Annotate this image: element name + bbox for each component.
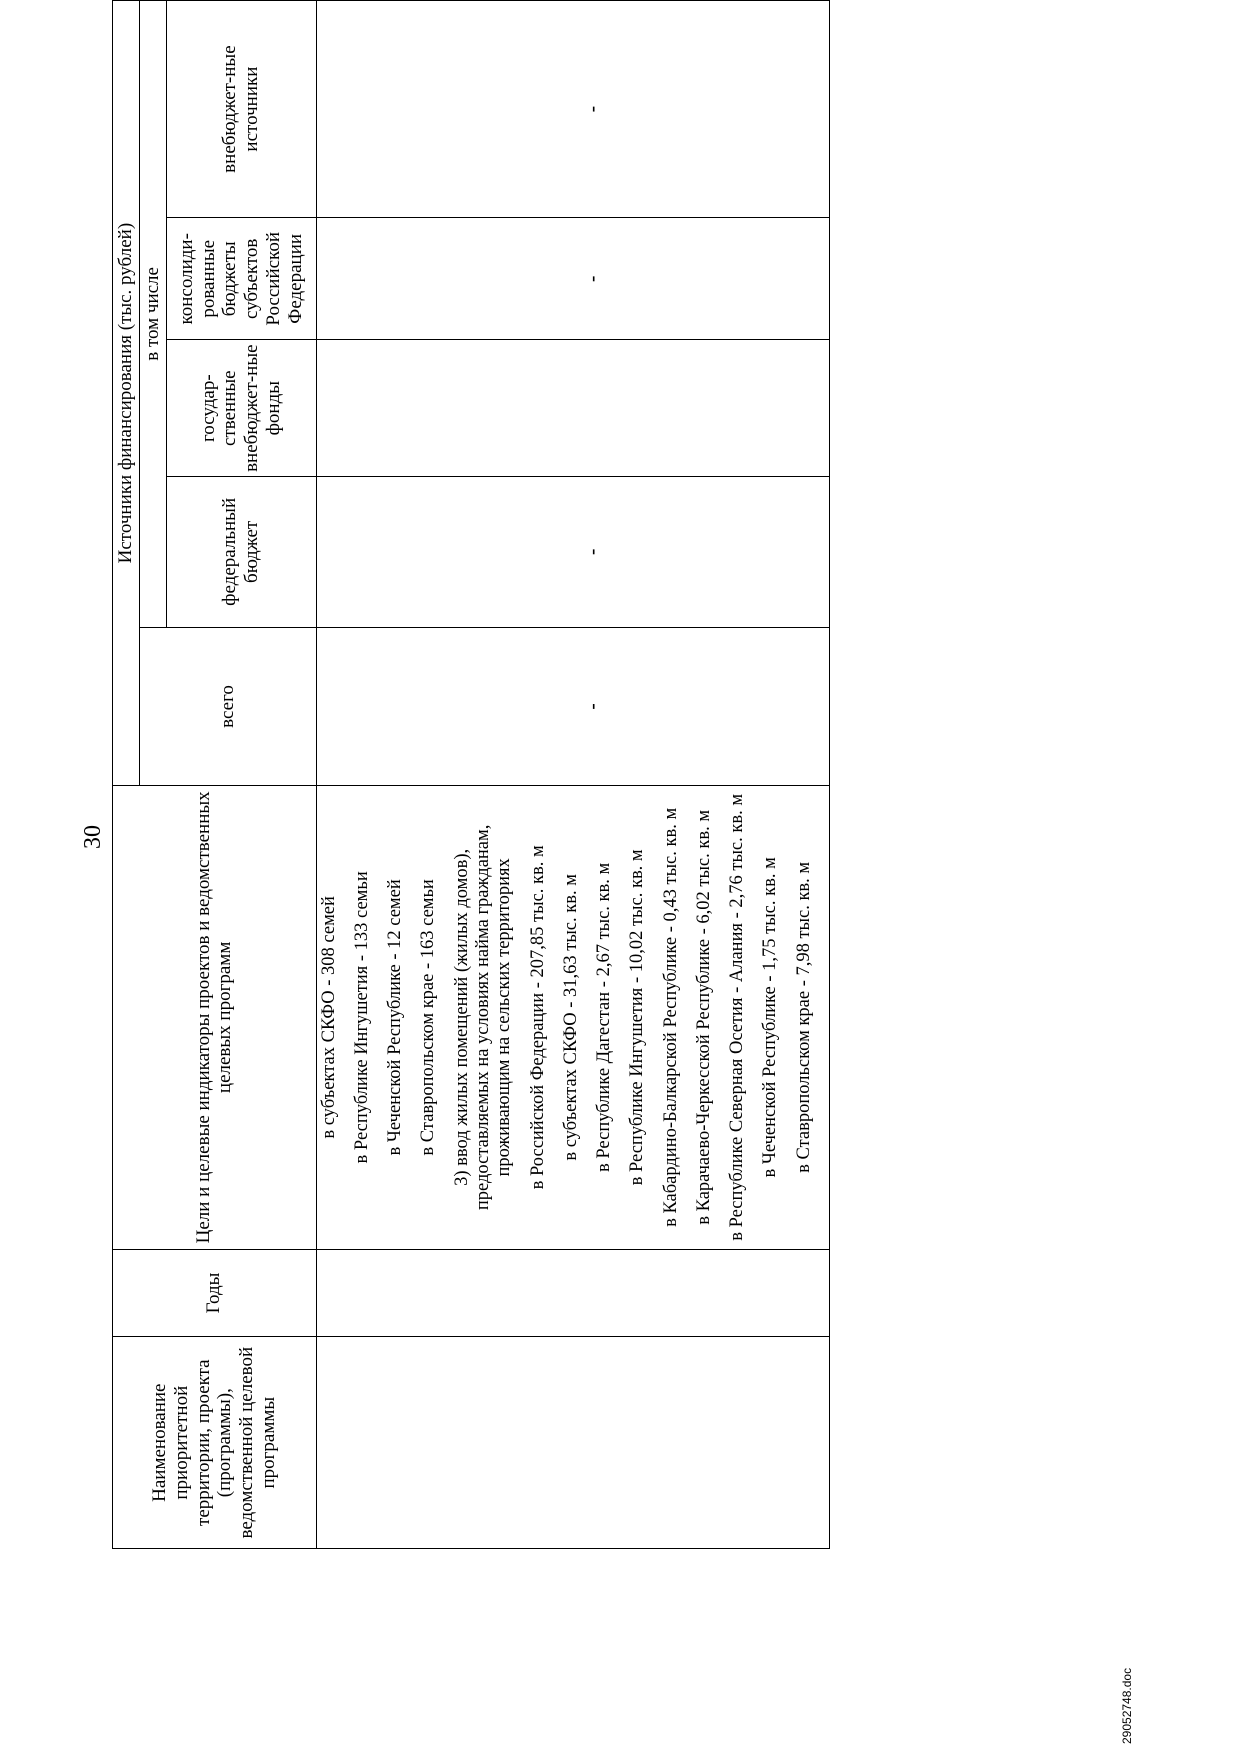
- goal-item: в Республике Ингушетия - 133 семьи: [351, 871, 372, 1164]
- value-total: -: [581, 703, 603, 710]
- file-name: 29052748.doc: [1120, 1667, 1134, 1744]
- header-row-1: [113, 1, 140, 1549]
- header-total: всего: [139, 627, 316, 785]
- cell-consolidated-budgets: [316, 218, 829, 340]
- cell-years: [316, 1249, 829, 1337]
- goal-item: в Ставропольском крае - 163 семьи: [418, 879, 439, 1156]
- goal-item: в субъектах СКФО - 308 семей: [318, 896, 339, 1139]
- value-extrabudgetary-sources: -: [581, 105, 603, 113]
- goal-item: 3) ввод жилых помещений (жилых домов), предоставляемых на условиях найма гражданам, проживающим на сельских территориях: [451, 824, 515, 1211]
- cell-state-funds: [316, 340, 829, 476]
- goal-item: в Республике Ингушетия - 10,02 тыс. кв. м: [627, 849, 648, 1186]
- goal-item: в Республике Северная Осетия - Алания - 2,76 тыс. кв. м: [727, 793, 748, 1241]
- table-row: [316, 1, 829, 1549]
- goal-item: в Карачаево-Черкесской Республике - 6,02 тыс. кв. м: [693, 809, 714, 1225]
- cell-goals: [316, 786, 829, 1249]
- header-including: в том числе: [139, 1, 166, 628]
- goal-item: в Чеченской Республике - 1,75 тыс. кв. м: [760, 857, 781, 1178]
- header-extrabudgetary-sources: внебюджет-ные источники: [166, 1, 316, 218]
- goal-item: в Ставропольском крае - 7,98 тыс. кв. м: [793, 861, 814, 1173]
- goal-item: в Российской Федерации - 207,85 тыс. кв. м: [527, 845, 548, 1190]
- header-years: Годы: [113, 1249, 317, 1337]
- page-number: 30: [80, 825, 106, 849]
- header-federal-budget: федеральный бюджет: [166, 476, 316, 627]
- cell-total: [316, 627, 829, 785]
- goal-item: в Кабардино-Балкарской Республике - 0,43 тыс. кв. м: [660, 807, 681, 1227]
- header-financing: Источники финансирования (тыс. рублей): [113, 1, 140, 786]
- header-goals: Цели и целевые индикаторы проектов и ведомственных целевых программ: [113, 786, 317, 1249]
- header-name: Наименование приоритетной территории, проекта (программы), ведомственной целевой программы: [113, 1337, 317, 1549]
- cell-federal-budget: [316, 476, 829, 627]
- header-consolidated-budgets: консолиди-рованные бюджеты субъектов Российской Федерации: [166, 218, 316, 340]
- goal-item: в Чеченской Республике - 12 семей: [385, 879, 406, 1156]
- value-consolidated-budgets: -: [581, 275, 603, 282]
- financing-table: [112, 0, 830, 1549]
- cell-extrabudgetary-sources: [316, 1, 829, 218]
- cell-name: [316, 1337, 829, 1549]
- goal-item: в субъектах СКФО - 31,63 тыс. кв. м: [560, 874, 581, 1161]
- goal-item: в Республике Дагестан - 2,67 тыс. кв. м: [594, 862, 615, 1172]
- header-state-funds: государ-ственные внебюджет-ные фонды: [166, 340, 316, 476]
- value-federal-budget: -: [581, 548, 603, 556]
